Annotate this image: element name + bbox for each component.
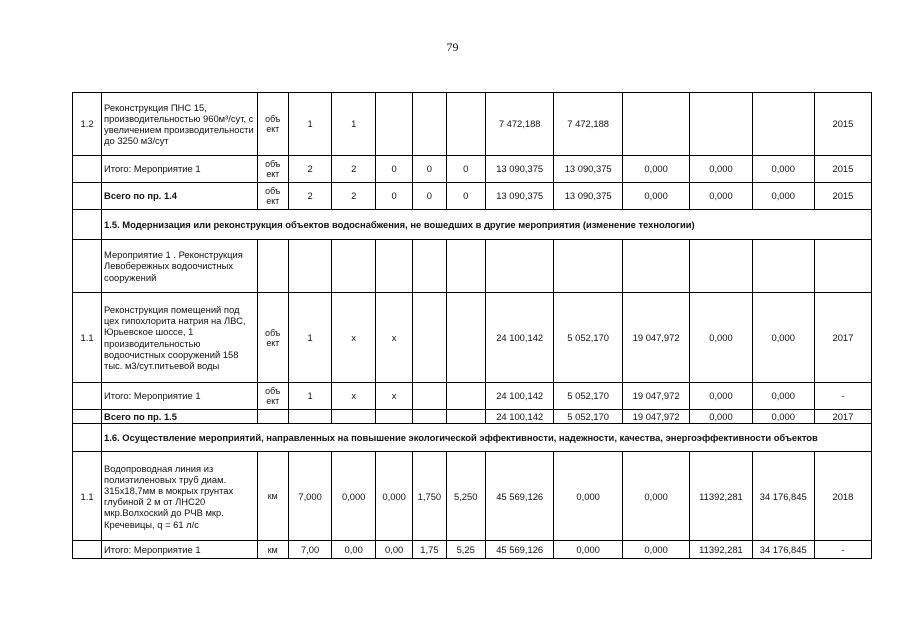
year-cell: 2018 bbox=[814, 452, 871, 541]
unit-cell: км bbox=[257, 541, 288, 559]
value-cell bbox=[622, 240, 689, 293]
row-number bbox=[73, 424, 102, 452]
table-row bbox=[73, 541, 872, 559]
value-cell bbox=[375, 93, 412, 156]
value-cell bbox=[375, 240, 412, 293]
value-cell: 1 bbox=[288, 293, 332, 383]
value-cell: 2 bbox=[332, 156, 376, 183]
measure-name: Итого: Мероприятие 1 bbox=[102, 541, 258, 559]
measure-name: Итого: Мероприятие 1 bbox=[102, 383, 258, 410]
measure-name: Реконструкция помещений под цех гипохлорита натрия на ЛВС, Юрьевское шоссе, 1 производительностью водоочистных сооружений 158 тыс. м3/сут.питьевой воды bbox=[102, 293, 258, 383]
value-cell: 0,000 bbox=[752, 293, 814, 383]
value-cell: 5,25 bbox=[446, 541, 485, 559]
row-number: 1.2 bbox=[73, 93, 102, 156]
value-cell: 0,000 bbox=[690, 183, 752, 210]
value-cell: 5,250 bbox=[446, 452, 485, 541]
measures-table bbox=[72, 92, 872, 559]
row-number: 1.1 bbox=[73, 293, 102, 383]
section-header-row bbox=[73, 424, 872, 452]
value-cell bbox=[332, 410, 376, 424]
value-cell: 5 052,170 bbox=[554, 410, 622, 424]
value-cell: 0,000 bbox=[554, 452, 622, 541]
value-cell bbox=[752, 240, 814, 293]
measure-name: Всего по пр. 1.4 bbox=[102, 183, 258, 210]
value-cell bbox=[413, 383, 446, 410]
year-cell: - bbox=[814, 383, 871, 410]
value-cell: 5 052,170 bbox=[554, 383, 622, 410]
value-cell: 11392,281 bbox=[690, 541, 752, 559]
value-cell: 7,00 bbox=[288, 541, 332, 559]
value-cell bbox=[446, 93, 485, 156]
value-cell bbox=[332, 240, 376, 293]
table-row bbox=[73, 452, 872, 541]
year-cell: 2017 bbox=[814, 293, 871, 383]
value-cell: 0,000 bbox=[690, 383, 752, 410]
value-cell bbox=[413, 410, 446, 424]
value-cell: 2 bbox=[288, 156, 332, 183]
value-cell bbox=[485, 240, 553, 293]
value-cell bbox=[446, 293, 485, 383]
value-cell: 0,000 bbox=[752, 410, 814, 424]
value-cell bbox=[288, 410, 332, 424]
table-row bbox=[73, 93, 872, 156]
value-cell: 19 047,972 bbox=[622, 410, 689, 424]
value-cell bbox=[690, 240, 752, 293]
row-number bbox=[73, 383, 102, 410]
value-cell: 19 047,972 bbox=[622, 293, 689, 383]
value-cell: 2 bbox=[332, 183, 376, 210]
table-row bbox=[73, 383, 872, 410]
measure-name: Итого: Мероприятие 1 bbox=[102, 156, 258, 183]
table-row bbox=[73, 183, 872, 210]
value-cell bbox=[446, 240, 485, 293]
value-cell: 34 176,845 bbox=[752, 452, 814, 541]
row-number: 1.1 bbox=[73, 452, 102, 541]
value-cell: 13 090,375 bbox=[485, 156, 553, 183]
unit-cell: объ ект bbox=[257, 383, 288, 410]
value-cell: х bbox=[375, 293, 412, 383]
page-number: 79 bbox=[446, 40, 459, 54]
section-title: 1.6. Осуществление мероприятий, направленных на повышение экологической эффективности, надежности, качества, энергоэффективности объектов bbox=[102, 424, 872, 452]
value-cell: 1,750 bbox=[413, 452, 446, 541]
value-cell: х bbox=[332, 383, 376, 410]
value-cell bbox=[622, 93, 689, 156]
value-cell: 24 100,142 bbox=[485, 383, 553, 410]
value-cell bbox=[413, 293, 446, 383]
value-cell: 0,000 bbox=[752, 156, 814, 183]
value-cell: 0,000 bbox=[622, 541, 689, 559]
value-cell: 1 bbox=[288, 383, 332, 410]
value-cell: 0,000 bbox=[690, 156, 752, 183]
value-cell: 0,000 bbox=[752, 183, 814, 210]
value-cell bbox=[446, 383, 485, 410]
row-number bbox=[73, 240, 102, 293]
measure-name: Реконструкция ПНС 15, производительностью 960м³/сут, с увеличением производительности до 3250 м3/сут bbox=[102, 93, 258, 156]
value-cell bbox=[752, 93, 814, 156]
value-cell: 0,00 bbox=[332, 541, 376, 559]
value-cell: х bbox=[375, 383, 412, 410]
value-cell bbox=[288, 240, 332, 293]
value-cell: 13 090,375 bbox=[554, 156, 622, 183]
value-cell: 0 bbox=[413, 183, 446, 210]
row-number bbox=[73, 183, 102, 210]
measure-name: Мероприятие 1 . Реконструкция Левобережных водоочистных сооружений bbox=[102, 240, 258, 293]
value-cell: 1 bbox=[288, 93, 332, 156]
year-cell: 2015 bbox=[814, 93, 871, 156]
value-cell: 2 bbox=[288, 183, 332, 210]
value-cell: 0,000 bbox=[690, 293, 752, 383]
value-cell bbox=[413, 93, 446, 156]
value-cell: 0,000 bbox=[332, 452, 376, 541]
unit-cell: км bbox=[257, 452, 288, 541]
value-cell: 11392,281 bbox=[690, 452, 752, 541]
year-cell: 2017 bbox=[814, 410, 871, 424]
value-cell bbox=[446, 410, 485, 424]
unit-cell: объ ект bbox=[257, 293, 288, 383]
row-number bbox=[73, 541, 102, 559]
section-header-row bbox=[73, 210, 872, 240]
table-row bbox=[73, 293, 872, 383]
year-cell: 2015 bbox=[814, 156, 871, 183]
value-cell: 7 472,188 bbox=[554, 93, 622, 156]
year-cell: 2015 bbox=[814, 183, 871, 210]
unit-cell: объ ект bbox=[257, 183, 288, 210]
value-cell: 5 052,170 bbox=[554, 293, 622, 383]
measure-name: Всего по пр. 1.5 bbox=[102, 410, 258, 424]
section-title: 1.5. Модернизация или реконструкция объектов водоснабжения, не вошедших в другие мероприятия (изменение технологии) bbox=[102, 210, 872, 240]
value-cell: 0,000 bbox=[690, 410, 752, 424]
value-cell: 0 bbox=[413, 156, 446, 183]
value-cell bbox=[413, 240, 446, 293]
value-cell: 0 bbox=[446, 156, 485, 183]
value-cell bbox=[554, 240, 622, 293]
value-cell: 13 090,375 bbox=[554, 183, 622, 210]
value-cell: 0,000 bbox=[622, 183, 689, 210]
value-cell: 0,00 bbox=[375, 541, 412, 559]
row-number bbox=[73, 156, 102, 183]
value-cell: 0,000 bbox=[375, 452, 412, 541]
value-cell: 1 bbox=[332, 93, 376, 156]
year-cell bbox=[814, 240, 871, 293]
value-cell: 0,000 bbox=[554, 541, 622, 559]
value-cell: 0 bbox=[375, 156, 412, 183]
table-row bbox=[73, 156, 872, 183]
unit-cell: объ ект bbox=[257, 93, 288, 156]
table-row bbox=[73, 240, 872, 293]
value-cell: 0,000 bbox=[752, 383, 814, 410]
value-cell: 24 100,142 bbox=[485, 293, 553, 383]
value-cell bbox=[375, 410, 412, 424]
value-cell: 19 047,972 bbox=[622, 383, 689, 410]
value-cell: 0,000 bbox=[622, 156, 689, 183]
year-cell: - bbox=[814, 541, 871, 559]
measure-name: Водопроводная линия из полиэтиленовых труб диам. 315х18,7мм в мокрых грунтах глубиной 2 м от ЛНС20 мкр.Волхоский до РЧВ мкр. Кречевицы, q = 61 л/с bbox=[102, 452, 258, 541]
value-cell: 34 176,845 bbox=[752, 541, 814, 559]
row-number bbox=[73, 210, 102, 240]
value-cell: 7 472,188 bbox=[485, 93, 553, 156]
row-number bbox=[73, 410, 102, 424]
value-cell: 0 bbox=[375, 183, 412, 210]
value-cell: 13 090,375 bbox=[485, 183, 553, 210]
value-cell: 45 569,126 bbox=[485, 541, 553, 559]
value-cell: 0,000 bbox=[622, 452, 689, 541]
value-cell: х bbox=[332, 293, 376, 383]
unit-cell: объ ект bbox=[257, 156, 288, 183]
value-cell: 24 100,142 bbox=[485, 410, 553, 424]
value-cell: 45 569,126 bbox=[485, 452, 553, 541]
table-row bbox=[73, 410, 872, 424]
value-cell: 7,000 bbox=[288, 452, 332, 541]
value-cell: 0 bbox=[446, 183, 485, 210]
unit-cell bbox=[257, 240, 288, 293]
value-cell: 1,75 bbox=[413, 541, 446, 559]
unit-cell bbox=[257, 410, 288, 424]
value-cell bbox=[690, 93, 752, 156]
